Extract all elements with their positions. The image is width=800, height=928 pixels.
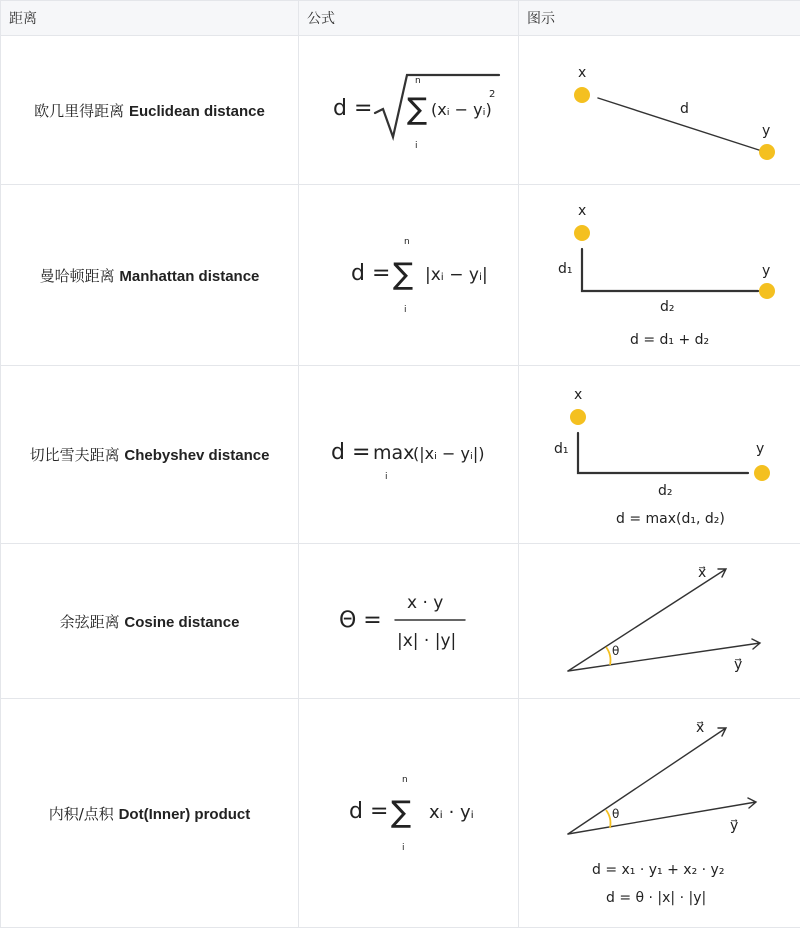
figure-caption: d = d₁ + d₂ (630, 332, 709, 348)
figure-cell (519, 544, 800, 699)
label-d2: d₂ (660, 299, 675, 315)
formula-sub: i (385, 472, 388, 482)
figure-cell (519, 699, 800, 928)
formula-lhs: Θ = (339, 608, 382, 633)
table-row-manhattan (1, 185, 800, 366)
name-cell (1, 36, 299, 185)
header-figure: 图示 (519, 1, 800, 36)
label-theta: θ (612, 807, 619, 821)
name-en: Cosine distance (124, 614, 239, 631)
label-d2: d₂ (658, 483, 673, 499)
header-distance: 距离 (1, 1, 299, 36)
formula-func: max (373, 442, 414, 464)
table-row-dot-product (1, 699, 800, 928)
angle-arc (606, 810, 611, 828)
table-row-cosine (1, 544, 800, 699)
label-x: x (578, 65, 586, 81)
formula-cell (299, 699, 519, 928)
label-d: d (680, 101, 689, 117)
dot-product-figure (530, 706, 790, 916)
point-x (574, 87, 590, 103)
label-y: y (762, 263, 770, 279)
sum-bottom: i (404, 305, 407, 315)
name-cell (1, 544, 299, 699)
formula-power: 2 (489, 89, 495, 100)
formula-body: xᵢ · yᵢ (429, 802, 474, 823)
vector-y (568, 798, 756, 834)
point-y (759, 144, 775, 160)
name-zh: 欧几里得距离 (34, 102, 124, 120)
formula-denominator: |x| · |y| (397, 631, 456, 651)
sum-top: n (402, 775, 408, 785)
name-zh: 内积/点积 (49, 805, 114, 823)
figure-cell (519, 36, 800, 185)
label-d1: d₁ (554, 441, 569, 457)
figure-cell (519, 366, 800, 544)
label-y: y (756, 441, 764, 457)
chebyshev-formula (309, 403, 509, 503)
point-y (759, 283, 775, 299)
manhattan-path (582, 249, 758, 291)
dot-product-formula (309, 756, 509, 866)
label-theta: θ (612, 644, 619, 658)
sum-top: n (415, 76, 421, 86)
name-zh: 切比雪夫距离 (30, 446, 120, 464)
cosine-figure (530, 549, 790, 689)
label-x: x (578, 203, 586, 219)
name-en: Euclidean distance (129, 103, 265, 120)
formula-body: (|xᵢ − yᵢ|) (413, 444, 485, 463)
vector-y (568, 639, 760, 671)
figure-caption-2: d = θ · |x| · |y| (606, 890, 706, 906)
sigma-symbol: ∑ (391, 795, 411, 830)
label-y: y (762, 123, 770, 139)
name-cell (1, 366, 299, 544)
table-row-euclidean (1, 36, 800, 185)
point-x (570, 409, 586, 425)
chebyshev-path (578, 433, 748, 473)
point-y (754, 465, 770, 481)
sum-bottom: i (415, 141, 418, 151)
formula-cell (299, 185, 519, 366)
angle-arc (606, 647, 611, 665)
formula-lhs: d = (351, 261, 390, 286)
name-cell (1, 699, 299, 928)
header-formula: 公式 (299, 1, 519, 36)
formula-lhs: d = (349, 799, 388, 824)
figure-caption: d = max(d₁, d₂) (616, 511, 725, 527)
vector-x (568, 569, 726, 671)
label-x-vector: x⃗ (696, 720, 704, 736)
figure-caption-1: d = x₁ · y₁ + x₂ · y₂ (592, 862, 724, 878)
figure-cell (519, 185, 800, 366)
label-x-vector: x⃗ (698, 565, 706, 581)
formula-numerator: x · y (407, 593, 443, 613)
vector-x (568, 728, 726, 834)
sigma-symbol: ∑ (407, 92, 427, 127)
table-row-chebyshev (1, 366, 800, 544)
label-d1: d₁ (558, 261, 573, 277)
label-y-vector: y⃗ (730, 818, 738, 834)
name-en: Dot(Inner) product (119, 806, 251, 823)
euclidean-figure (530, 43, 790, 173)
label-y-vector: y⃗ (734, 657, 742, 673)
formula-cell (299, 36, 519, 185)
formula-lhs: d = (331, 440, 370, 465)
name-en: Chebyshev distance (124, 447, 269, 464)
formula-cell (299, 366, 519, 544)
point-x (574, 225, 590, 241)
sigma-symbol: ∑ (393, 257, 413, 292)
manhattan-formula (309, 218, 509, 328)
cosine-formula (309, 564, 509, 674)
formula-cell (299, 544, 519, 699)
formula-body: (xᵢ − yᵢ) (431, 100, 492, 119)
label-x: x (574, 387, 582, 403)
name-en: Manhattan distance (119, 268, 259, 285)
manhattan-figure (530, 193, 790, 353)
name-zh: 曼哈顿距离 (40, 267, 115, 285)
name-zh: 余弦距离 (60, 613, 120, 631)
table-header-row (1, 1, 800, 36)
euclidean-formula (309, 53, 509, 163)
formula-body: |xᵢ − yᵢ| (425, 265, 488, 285)
sum-bottom: i (402, 843, 405, 853)
name-cell (1, 185, 299, 366)
formula-lhs: d = (333, 96, 372, 121)
chebyshev-figure (530, 373, 790, 533)
sum-top: n (404, 237, 410, 247)
